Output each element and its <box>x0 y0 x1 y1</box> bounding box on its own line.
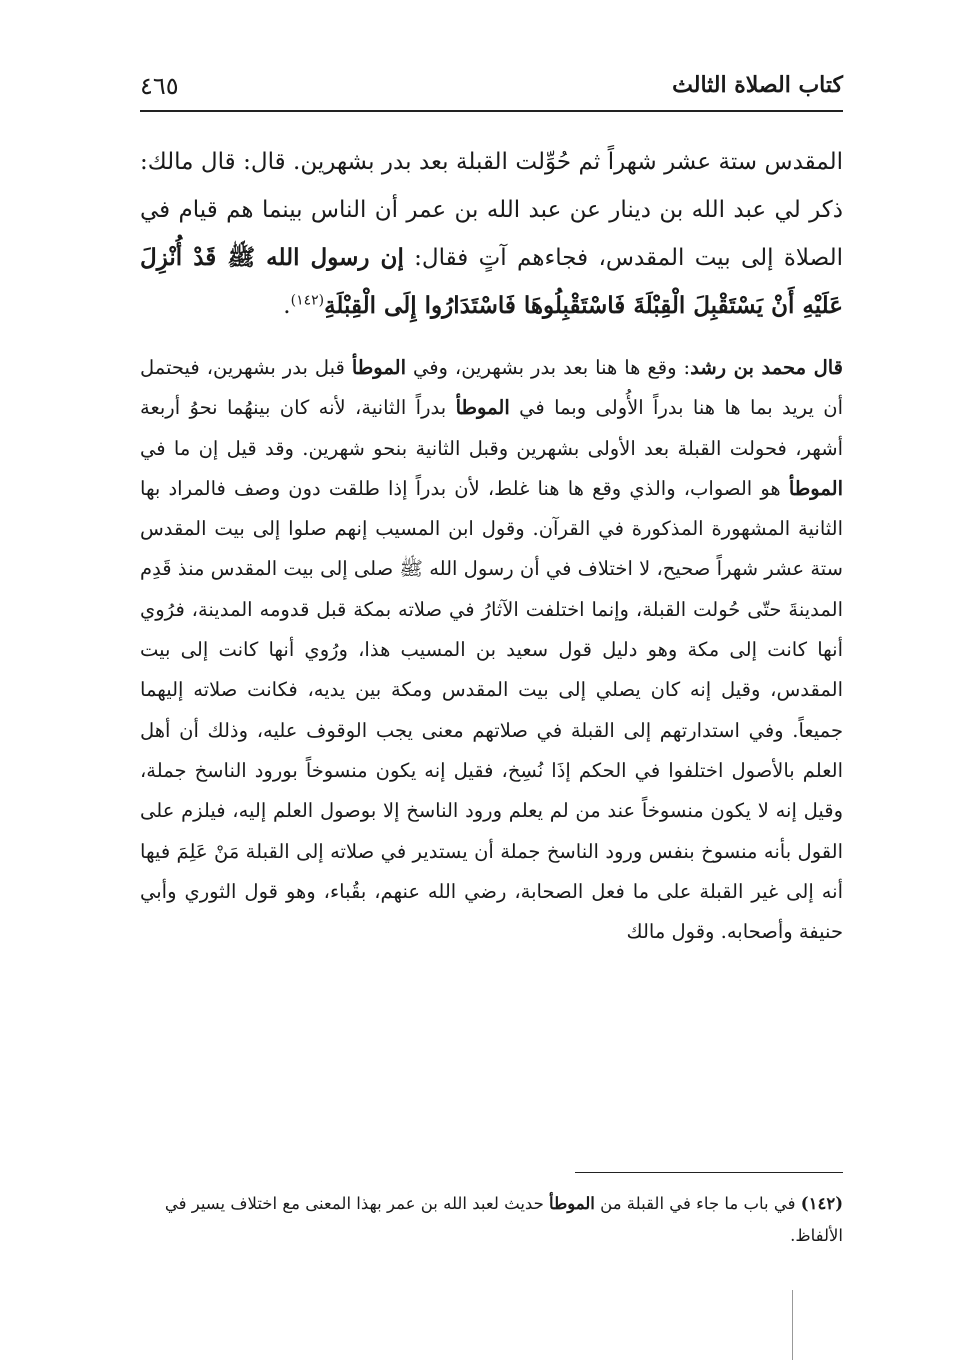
running-title: كتاب الصلاة الثالث <box>672 72 843 98</box>
main-text <box>140 138 843 972</box>
text-span: في باب ما جاء في القبلة من <box>594 1194 801 1213</box>
page-header <box>140 72 843 108</box>
text-span: المقدس ستة عشر شهراً ثم حُوِّلت القبلة بعد بدر بشهرين. قال: <box>235 149 843 175</box>
scan-artifact <box>792 1290 793 1360</box>
text-span: قال مالك: ذكر لي عبد الله بن دينار عن عبد الله بن عمر أن الناس بينما هم قيام في الصلاة إلى بيت المقدس، فجاءهم آتٍ فقال: <box>140 149 843 271</box>
commentary-paragraph <box>140 348 843 952</box>
muwatta-ref: الموطأ <box>549 1194 595 1213</box>
footnote-ref: (١٤٢) <box>290 292 325 309</box>
text-span: بدراً الثانية، لأنه كان بينهُما نحوُ أربعة أشهر، فحولت القبلة بعد الأولى بشهرين وقبل الثانية بنحو شهرين. وقد قيل إن ما في <box>140 396 843 460</box>
muwatta-ref: الموطأ <box>455 396 510 420</box>
quran-quote: قَدْ أُنْزِلَ عَلَيْهِ أَنْ يَسْتَقْبِلَ الْقِبْلَةَ فَاسْتَقْبِلُوهَا فَاسْتَدَارُوا إِلَى الْقِبْلَةِ <box>140 244 843 319</box>
text-span: . <box>283 293 291 319</box>
footnote <box>140 1188 843 1252</box>
text-span: قبل بدر بشهرين، فيحتمل أن يريد بما ها هنا بدراً الأُولى وبما في <box>140 356 843 420</box>
text-span: : وقع ها هنا بعد بدر بشهرين، وفي <box>405 356 691 379</box>
text-span: هو الصواب، والذي وقع ها هنا غلط، لأن بدراً إذا طلقت دون وصف فالمراد بها الثانية المشهورة المذكورة في القرآن. وقول ابن المسيب إنهم صلوا إلى بيت المقدس ستة عشر شهراً صحيح، لا اختلاف في أن رسول الله ﷺ صلى إلى بيت المقدس منذ قَدِم المدينةَ حتّى حُولت القبلة، وإنما اختلفت الآثارُ في صلاته بمكة قبل قدومه المدينة، فرُوي أنها كانت إلى مكة وهو دليل قول سعيد بن المسيب هذا، ورُوي أنها كانت إلى بيت المقدس، وقيل إنه كان يصلي إلى بيت المقدس ومكة بين يديه، فكانت صلاته إليهما جميعاً. وفي استدارتهم إلى القبلة في صلاتهم معنى يجب الوقوف عليه، وذلك أن أهل العلم بالأصول اختلفوا في الحكم إذَا نُسِخ، فقيل إنه يكون منسوخاً بورود الناسخ جملة، وقيل إنه لا يكون منسوخاً عند من لم يعلم ورود الناسخ إلا بوصول العلم إليه، فيلزم على القول بأنه منسوخ بنفس ورود الناسخ جملة أن يستدير في صلاته إلى القبلة مَنْ عَلِمَ فيها أنه إلى غير القبلة على ما فعل الصحابة، رضي الله عنهم، بقُباء، وهو قول الثوري وأبي حنيفة وأصحابه. وقول مالك <box>140 476 843 944</box>
page-number: ٤٦٥ <box>140 72 179 100</box>
header-rule <box>140 110 843 112</box>
prophet-mention: إن رسول الله ﷺ <box>216 244 404 271</box>
muwatta-ref: الموطأ <box>788 476 843 500</box>
footnote-rule <box>575 1172 843 1173</box>
footnote-number: (١٤٢) <box>800 1194 843 1213</box>
commentary-lead: قال محمد بن رشد <box>690 356 844 379</box>
muwatta-ref: الموطأ <box>351 356 406 379</box>
hadith-paragraph <box>140 138 843 330</box>
text-span: حديث لعبد الله بن عمر بهذا المعنى مع اختلاف يسير في الألفاظ. <box>164 1194 843 1245</box>
